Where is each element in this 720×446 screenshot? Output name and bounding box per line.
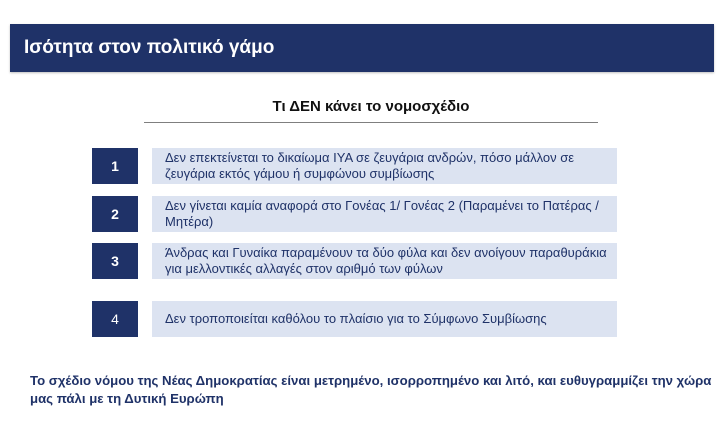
section-subtitle: Τι ΔΕΝ κάνει το νομοσχέδιο [272,98,470,115]
item-text: Δεν γίνεται καμία αναφορά στο Γονέας 1/ Γονέας 2 (Παραμένει το Πατέρας / Μητέρα) [165,198,599,229]
list-item-2 [92,196,617,232]
list-item-1 [92,148,617,184]
item-text: Δεν επεκτείνεται το δικαίωμα ΙΥΑ σε ζευγάρια ανδρών, πόσο μάλλον σε ζευγάρια εκτός γάμου ή συμφώνου συμβίωσης [165,150,575,181]
item-number-badge: 2 [92,196,138,232]
item-text: Δεν τροποποιείται καθόλου το πλαίσιο για το Σύμφωνο Συμβίωσης [165,311,547,326]
item-number-badge: 1 [92,148,138,184]
item-text: Άνδρας και Γυναίκα παραμένουν τα δύο φύλα και δεν ανοίγουν παραθυράκια για μελλοντικές αλλαγές στον αριθμό των φύλων [165,245,607,276]
item-text-box [152,196,617,232]
list-item-4 [92,301,617,337]
item-number-badge: 3 [92,243,138,279]
list-item-3 [92,243,617,279]
subtitle-divider [144,122,598,123]
item-text-box [152,301,617,337]
header-bar [10,24,714,72]
item-text-box [152,243,617,279]
page-title: Ισότητα στον πολιτικό γάμο [24,37,275,58]
item-number-badge: 4 [92,301,138,337]
footer-statement: Το σχέδιο νόμου της Νέας Δημοκρατίας είναι μετρημένο, ισορροπημένο και λιτό, και ευθυγραμμίζει την χώρα μας πάλι με τη Δυτική Ευρώπη [30,373,712,406]
item-text-box [152,148,617,184]
